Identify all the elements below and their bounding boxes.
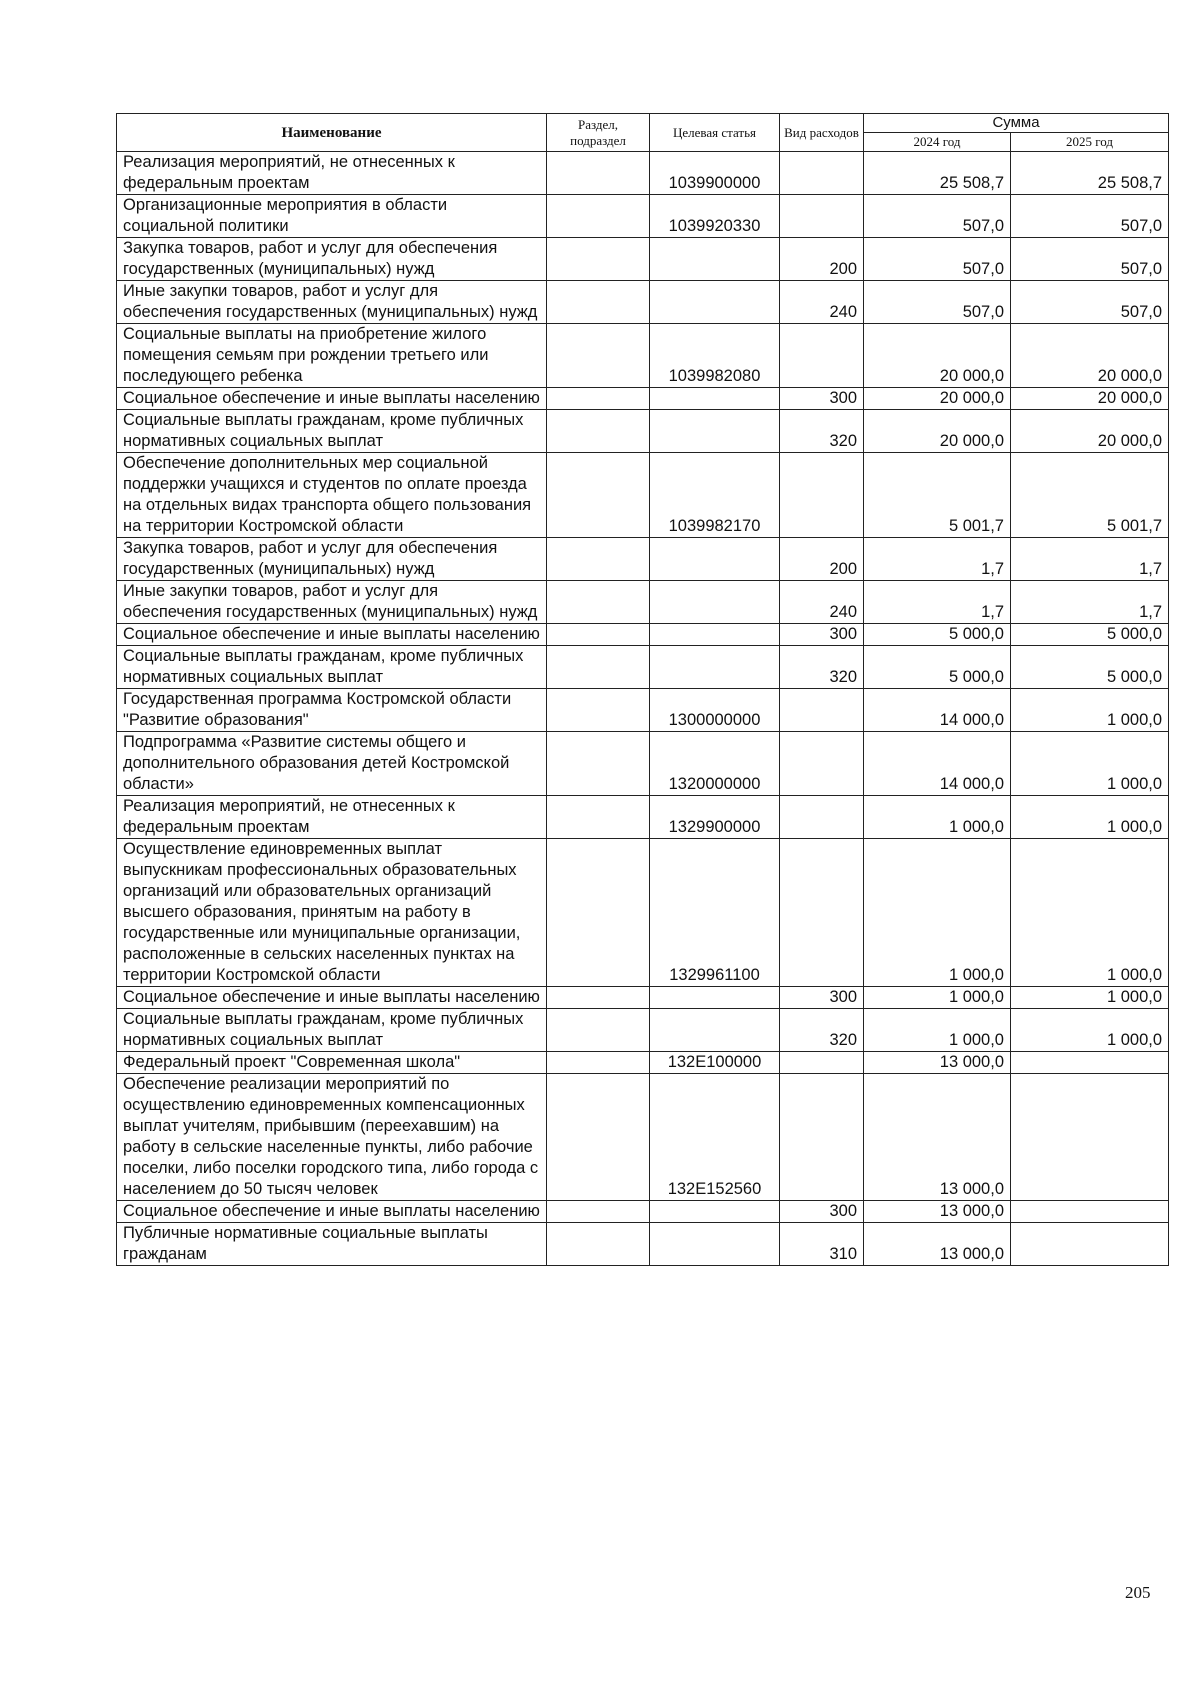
kind-cell — [780, 1052, 864, 1074]
target-cell — [650, 538, 780, 581]
kind-cell: 200 — [780, 238, 864, 281]
kind-cell — [780, 732, 864, 796]
name-cell: Социальное обеспечение и иные выплаты населению — [117, 987, 547, 1009]
section-cell — [547, 581, 650, 624]
sum-2024-cell: 5 000,0 — [864, 646, 1011, 689]
target-cell — [650, 624, 780, 646]
sum-2025-cell: 20 000,0 — [1011, 324, 1169, 388]
target-cell — [650, 238, 780, 281]
target-cell — [650, 1201, 780, 1223]
table-body — [117, 152, 1169, 1266]
kind-cell: 240 — [780, 281, 864, 324]
header-year-2025: 2025 год — [1011, 133, 1169, 152]
table-row — [117, 646, 1169, 689]
sum-2024-cell: 1,7 — [864, 538, 1011, 581]
section-cell — [547, 281, 650, 324]
name-cell: Социальные выплаты гражданам, кроме публичных нормативных социальных выплат — [117, 1009, 547, 1052]
target-cell — [650, 581, 780, 624]
sum-2025-cell: 1 000,0 — [1011, 732, 1169, 796]
name-cell: Закупка товаров, работ и услуг для обеспечения государственных (муниципальных) нужд — [117, 238, 547, 281]
sum-2025-cell: 1,7 — [1011, 581, 1169, 624]
sum-2024-cell: 13 000,0 — [864, 1223, 1011, 1266]
sum-2025-cell: 1,7 — [1011, 538, 1169, 581]
sum-2024-cell: 20 000,0 — [864, 324, 1011, 388]
table-row — [117, 732, 1169, 796]
section-cell — [547, 410, 650, 453]
sum-2025-cell: 1 000,0 — [1011, 796, 1169, 839]
target-cell: 1300000000 — [650, 689, 780, 732]
table-row — [117, 1201, 1169, 1223]
target-cell — [650, 388, 780, 410]
kind-cell — [780, 689, 864, 732]
name-cell: Осуществление единовременных выплат выпускникам профессиональных образовательных организаций или образовательных организаций высшего образования, принятым на работу в государственные или муниципальные организации, расположенные в сельских населенных пунктах на территории Костромской области — [117, 839, 547, 987]
name-cell: Публичные нормативные социальные выплаты гражданам — [117, 1223, 547, 1266]
name-cell: Социальное обеспечение и иные выплаты населению — [117, 624, 547, 646]
table-row — [117, 324, 1169, 388]
target-cell: 1329961100 — [650, 839, 780, 987]
header-kind: Вид расходов — [780, 114, 864, 152]
target-cell: 1039982080 — [650, 324, 780, 388]
table-row — [117, 624, 1169, 646]
budget-table — [116, 113, 1169, 1266]
sum-2024-cell: 20 000,0 — [864, 410, 1011, 453]
name-cell: Социальные выплаты гражданам, кроме публичных нормативных социальных выплат — [117, 410, 547, 453]
name-cell: Иные закупки товаров, работ и услуг для обеспечения государственных (муниципальных) нужд — [117, 581, 547, 624]
section-cell — [547, 732, 650, 796]
section-cell — [547, 388, 650, 410]
name-cell: Государственная программа Костромской области "Развитие образования" — [117, 689, 547, 732]
sum-2025-cell: 507,0 — [1011, 281, 1169, 324]
sum-2024-cell: 1 000,0 — [864, 796, 1011, 839]
table-row — [117, 238, 1169, 281]
name-cell: Подпрограмма «Развитие системы общего и дополнительного образования детей Костромской области» — [117, 732, 547, 796]
sum-2024-cell: 507,0 — [864, 281, 1011, 324]
section-cell — [547, 646, 650, 689]
page-number: 205 — [1125, 1583, 1151, 1602]
section-cell — [547, 796, 650, 839]
header-sum: Сумма — [864, 114, 1169, 133]
table-row — [117, 388, 1169, 410]
section-cell — [547, 538, 650, 581]
sum-2024-cell: 507,0 — [864, 195, 1011, 238]
table-row — [117, 1223, 1169, 1266]
target-cell: 1039900000 — [650, 152, 780, 195]
sum-2025-cell: 507,0 — [1011, 238, 1169, 281]
kind-cell — [780, 195, 864, 238]
target-cell: 132E152560 — [650, 1074, 780, 1201]
target-cell: 1039982170 — [650, 453, 780, 538]
section-cell — [547, 1223, 650, 1266]
name-cell: Реализация мероприятий, не отнесенных к федеральным проектам — [117, 152, 547, 195]
target-cell: 1039920330 — [650, 195, 780, 238]
name-cell: Федеральный проект "Современная школа" — [117, 1052, 547, 1074]
kind-cell: 240 — [780, 581, 864, 624]
table-row — [117, 689, 1169, 732]
target-cell: 1320000000 — [650, 732, 780, 796]
name-cell: Закупка товаров, работ и услуг для обеспечения государственных (муниципальных) нужд — [117, 538, 547, 581]
name-cell: Социальные выплаты гражданам, кроме публичных нормативных социальных выплат — [117, 646, 547, 689]
table-row — [117, 1074, 1169, 1201]
kind-cell: 300 — [780, 987, 864, 1009]
sum-2025-cell — [1011, 1201, 1169, 1223]
header-name: Наименование — [117, 114, 547, 152]
kind-cell: 320 — [780, 410, 864, 453]
target-cell: 1329900000 — [650, 796, 780, 839]
kind-cell — [780, 1074, 864, 1201]
table-row — [117, 1009, 1169, 1052]
section-cell — [547, 987, 650, 1009]
sum-2025-cell: 20 000,0 — [1011, 410, 1169, 453]
section-cell — [547, 689, 650, 732]
sum-2024-cell: 5 000,0 — [864, 624, 1011, 646]
table-row — [117, 453, 1169, 538]
target-cell — [650, 987, 780, 1009]
sum-2024-cell: 1,7 — [864, 581, 1011, 624]
target-cell — [650, 410, 780, 453]
target-cell — [650, 1009, 780, 1052]
kind-cell — [780, 152, 864, 195]
table-row — [117, 1052, 1169, 1074]
target-cell — [650, 281, 780, 324]
name-cell: Социальное обеспечение и иные выплаты населению — [117, 388, 547, 410]
table-row — [117, 410, 1169, 453]
sum-2025-cell — [1011, 1074, 1169, 1201]
header-year-2024: 2024 год — [864, 133, 1011, 152]
table-row — [117, 581, 1169, 624]
section-cell — [547, 453, 650, 538]
kind-cell — [780, 324, 864, 388]
table-row — [117, 796, 1169, 839]
name-cell: Социальное обеспечение и иные выплаты населению — [117, 1201, 547, 1223]
sum-2024-cell: 507,0 — [864, 238, 1011, 281]
section-cell — [547, 839, 650, 987]
sum-2025-cell — [1011, 1052, 1169, 1074]
sum-2025-cell: 25 508,7 — [1011, 152, 1169, 195]
section-cell — [547, 152, 650, 195]
kind-cell — [780, 796, 864, 839]
sum-2024-cell: 13 000,0 — [864, 1074, 1011, 1201]
sum-2025-cell: 5 000,0 — [1011, 624, 1169, 646]
sum-2025-cell: 1 000,0 — [1011, 987, 1169, 1009]
name-cell: Социальные выплаты на приобретение жилого помещения семьям при рождении третьего или последующего ребенка — [117, 324, 547, 388]
sum-2024-cell: 13 000,0 — [864, 1201, 1011, 1223]
sum-2024-cell: 25 508,7 — [864, 152, 1011, 195]
target-cell: 132E100000 — [650, 1052, 780, 1074]
table-row — [117, 987, 1169, 1009]
sum-2024-cell: 13 000,0 — [864, 1052, 1011, 1074]
sum-2024-cell: 20 000,0 — [864, 388, 1011, 410]
table-row — [117, 839, 1169, 987]
header-section: Раздел, подраздел — [547, 114, 650, 152]
kind-cell: 310 — [780, 1223, 864, 1266]
sum-2024-cell: 5 001,7 — [864, 453, 1011, 538]
section-cell — [547, 1009, 650, 1052]
section-cell — [547, 1052, 650, 1074]
sum-2025-cell: 1 000,0 — [1011, 689, 1169, 732]
section-cell — [547, 195, 650, 238]
kind-cell: 300 — [780, 624, 864, 646]
sum-2025-cell: 507,0 — [1011, 195, 1169, 238]
sum-2025-cell: 5 001,7 — [1011, 453, 1169, 538]
table-row — [117, 195, 1169, 238]
kind-cell — [780, 453, 864, 538]
sum-2025-cell: 5 000,0 — [1011, 646, 1169, 689]
kind-cell: 320 — [780, 646, 864, 689]
section-cell — [547, 1074, 650, 1201]
sum-2025-cell: 1 000,0 — [1011, 1009, 1169, 1052]
name-cell: Организационные мероприятия в области социальной политики — [117, 195, 547, 238]
section-cell — [547, 1201, 650, 1223]
kind-cell: 320 — [780, 1009, 864, 1052]
kind-cell: 300 — [780, 388, 864, 410]
kind-cell: 200 — [780, 538, 864, 581]
section-cell — [547, 238, 650, 281]
kind-cell — [780, 839, 864, 987]
sum-2024-cell: 1 000,0 — [864, 987, 1011, 1009]
kind-cell: 300 — [780, 1201, 864, 1223]
target-cell — [650, 1223, 780, 1266]
table-header — [117, 114, 1169, 152]
table-row — [117, 538, 1169, 581]
sum-2024-cell: 1 000,0 — [864, 839, 1011, 987]
name-cell: Обеспечение дополнительных мер социальной поддержки учащихся и студентов по оплате проезда на отдельных видах транспорта общего пользования на территории Костромской области — [117, 453, 547, 538]
section-cell — [547, 324, 650, 388]
section-cell — [547, 624, 650, 646]
sum-2025-cell: 20 000,0 — [1011, 388, 1169, 410]
target-cell — [650, 646, 780, 689]
header-target: Целевая статья — [650, 114, 780, 152]
table-row — [117, 152, 1169, 195]
sum-2025-cell — [1011, 1223, 1169, 1266]
table-row — [117, 281, 1169, 324]
name-cell: Обеспечение реализации мероприятий по осуществлению единовременных компенсационных выплат учителям, прибывшим (переехавшим) на работу в сельские населенные пункты, либо рабочие поселки, либо поселки городского типа, либо города с населением до 50 тысяч человек — [117, 1074, 547, 1201]
name-cell: Иные закупки товаров, работ и услуг для обеспечения государственных (муниципальных) нужд — [117, 281, 547, 324]
sum-2024-cell: 14 000,0 — [864, 689, 1011, 732]
sum-2025-cell: 1 000,0 — [1011, 839, 1169, 987]
sum-2024-cell: 1 000,0 — [864, 1009, 1011, 1052]
sum-2024-cell: 14 000,0 — [864, 732, 1011, 796]
name-cell: Реализация мероприятий, не отнесенных к федеральным проектам — [117, 796, 547, 839]
